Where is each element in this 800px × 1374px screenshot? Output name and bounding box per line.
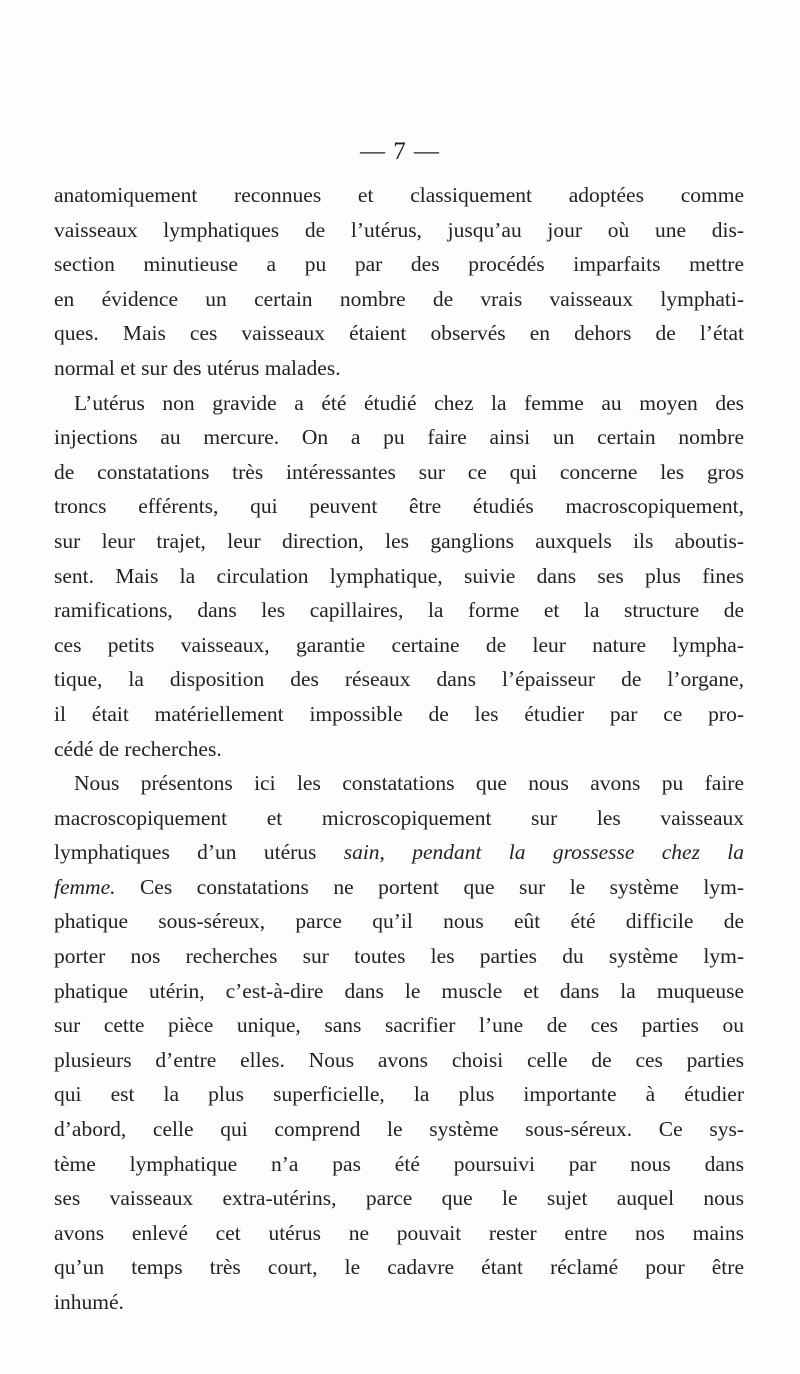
text-line: L’utérus non gravide a été étudié chez la femme au moyen des <box>74 390 744 415</box>
text-line: ques. Mais ces vaisseaux étaient observés en dehors de l’état <box>54 321 744 346</box>
text-line: tème lymphatique n’a pas été poursuivi par nous dans <box>54 1151 744 1176</box>
text-line: tique, la disposition des réseaux dans l’épaisseur de l’organe, <box>54 667 744 692</box>
text-line: de constatations très intéressantes sur ce qui concerne les gros <box>54 459 744 484</box>
text-line: sur leur trajet, leur direction, les ganglions auxquels ils aboutis- <box>54 528 744 553</box>
text-line: qui est la plus superficielle, la plus importante à étudier <box>54 1082 744 1107</box>
text-line: ramifications, dans les capillaires, la forme et la structure de <box>54 598 744 623</box>
text-line: cédé de recherches. <box>54 736 222 761</box>
page-number: — 7 — <box>360 138 440 165</box>
text-line: ses vaisseaux extra-utérins, parce que le sujet auquel nous <box>54 1186 744 1211</box>
text-line: vaisseaux lymphatiques de l’utérus, jusqu’au jour où une dis- <box>54 217 744 242</box>
text-line: phatique utérin, c’est-à-dire dans le muscle et dans la muqueuse <box>54 978 744 1003</box>
text-line: en évidence un certain nombre de vrais vaisseaux lymphati- <box>54 286 744 311</box>
text-line: porter nos recherches sur toutes les parties du système lym- <box>54 944 744 969</box>
text-line: sur cette pièce unique, sans sacrifier l’une de ces parties ou <box>54 1013 744 1038</box>
text-line: plusieurs d’entre elles. Nous avons choisi celle de ces parties <box>54 1047 744 1072</box>
text-line: anatomiquement reconnues et classiquement adoptées comme <box>54 183 744 207</box>
text-line: avons enlevé cet utérus ne pouvait rester entre nos mains <box>54 1220 744 1245</box>
text-line: qu’un temps très court, le cadavre étant réclamé pour être <box>54 1255 744 1280</box>
text-line: section minutieuse a pu par des procédés imparfaits mettre <box>54 252 744 277</box>
text-line <box>54 835 744 870</box>
text-line <box>54 870 744 905</box>
text-line: troncs efférents, qui peuvent être étudiés macroscopiquement, <box>54 494 744 519</box>
text-run: Ces constatations ne portent que sur le système lym- <box>115 874 744 899</box>
text-line: phatique sous-séreux, parce qu’il nous eût été difficile de <box>54 909 744 934</box>
text-line: d’abord, celle qui comprend le système sous-séreux. Ce sys- <box>54 1117 744 1142</box>
italic-text: femme. <box>54 874 116 899</box>
text-line: inhumé. <box>54 1290 124 1314</box>
text-line: normal et sur des utérus malades. <box>54 355 341 380</box>
text-line: sent. Mais la circulation lymphatique, suivie dans ses plus fines <box>54 563 744 588</box>
text-line: macroscopiquement et microscopiquement sur les vaisseaux <box>54 805 744 830</box>
text-run: lymphatiques d’un utérus <box>54 840 344 865</box>
text-line: Nous présentons ici les constatations que nous avons pu faire <box>74 771 744 796</box>
italic-text: sain, pendant la grossesse chez la <box>343 840 744 865</box>
text-line: ces petits vaisseaux, garantie certaine de leur nature lympha- <box>54 632 744 657</box>
text-line: il était matériellement impossible de les étudier par ce pro- <box>54 701 744 726</box>
text-line: injections au mercure. On a pu faire ainsi un certain nombre <box>54 425 744 450</box>
body-text <box>54 178 744 1320</box>
